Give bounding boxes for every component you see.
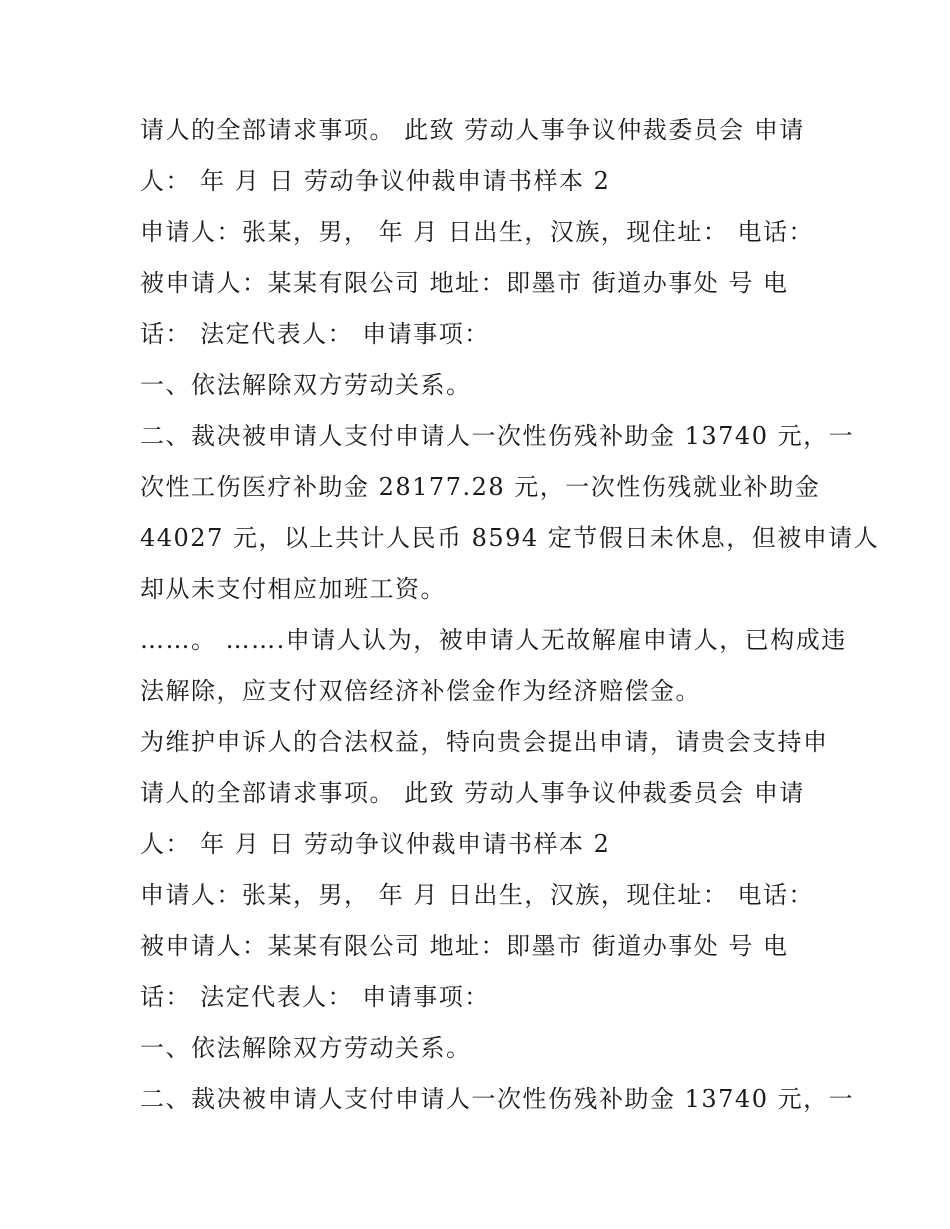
document-body [140, 105, 880, 1125]
text-line: 被申请人：某某有限公司 地址：即墨市 街道办事处 号 电 [140, 932, 789, 960]
text-line: 话： 法定代表人： 申请事项： [140, 983, 490, 1011]
text-line: 申请人：张某，男， 年 月 日出生，汉族，现住址： 电话： [140, 881, 815, 909]
text-line: 请人的全部请求事项。 此致 劳动人事争议仲裁委员会 申请 [140, 116, 805, 144]
text-line: 却从未支付相应加班工资。 [140, 575, 446, 603]
text-line: 一、依法解除双方劳动关系。 [140, 371, 472, 399]
text-line: 二、裁决被申请人支付申请人一次性伤残补助金 13740 元，一 [140, 422, 855, 450]
text-line: 话： 法定代表人： 申请事项： [140, 320, 490, 348]
text-line: 请人的全部请求事项。 此致 劳动人事争议仲裁委员会 申请 [140, 779, 805, 807]
text-line: 为维护申诉人的合法权益，特向贵会提出申请，请贵会支持申 [140, 728, 829, 756]
text-line: 44027 元，以上共计人民币 8594 定节假日未休息，但被申请人 [140, 524, 880, 552]
text-line: ……。 …….申请人认为，被申请人无故解雇申请人，已构成违 [140, 626, 847, 654]
text-line: 法解除，应支付双倍经济补偿金作为经济赔偿金。 [140, 677, 701, 705]
text-line: 一、依法解除双方劳动关系。 [140, 1034, 472, 1062]
text-line: 二、裁决被申请人支付申请人一次性伤残补助金 13740 元，一 [140, 1085, 855, 1113]
text-line: 人： 年 月 日 劳动争议仲裁申请书样本 2 [140, 167, 611, 195]
text-line: 次性工伤医疗补助金 28177.28 元，一次性伤残就业补助金 [140, 473, 821, 501]
text-line: 申请人：张某，男， 年 月 日出生，汉族，现住址： 电话： [140, 218, 815, 246]
text-line: 人： 年 月 日 劳动争议仲裁申请书样本 2 [140, 830, 611, 858]
text-line: 被申请人：某某有限公司 地址：即墨市 街道办事处 号 电 [140, 269, 789, 297]
